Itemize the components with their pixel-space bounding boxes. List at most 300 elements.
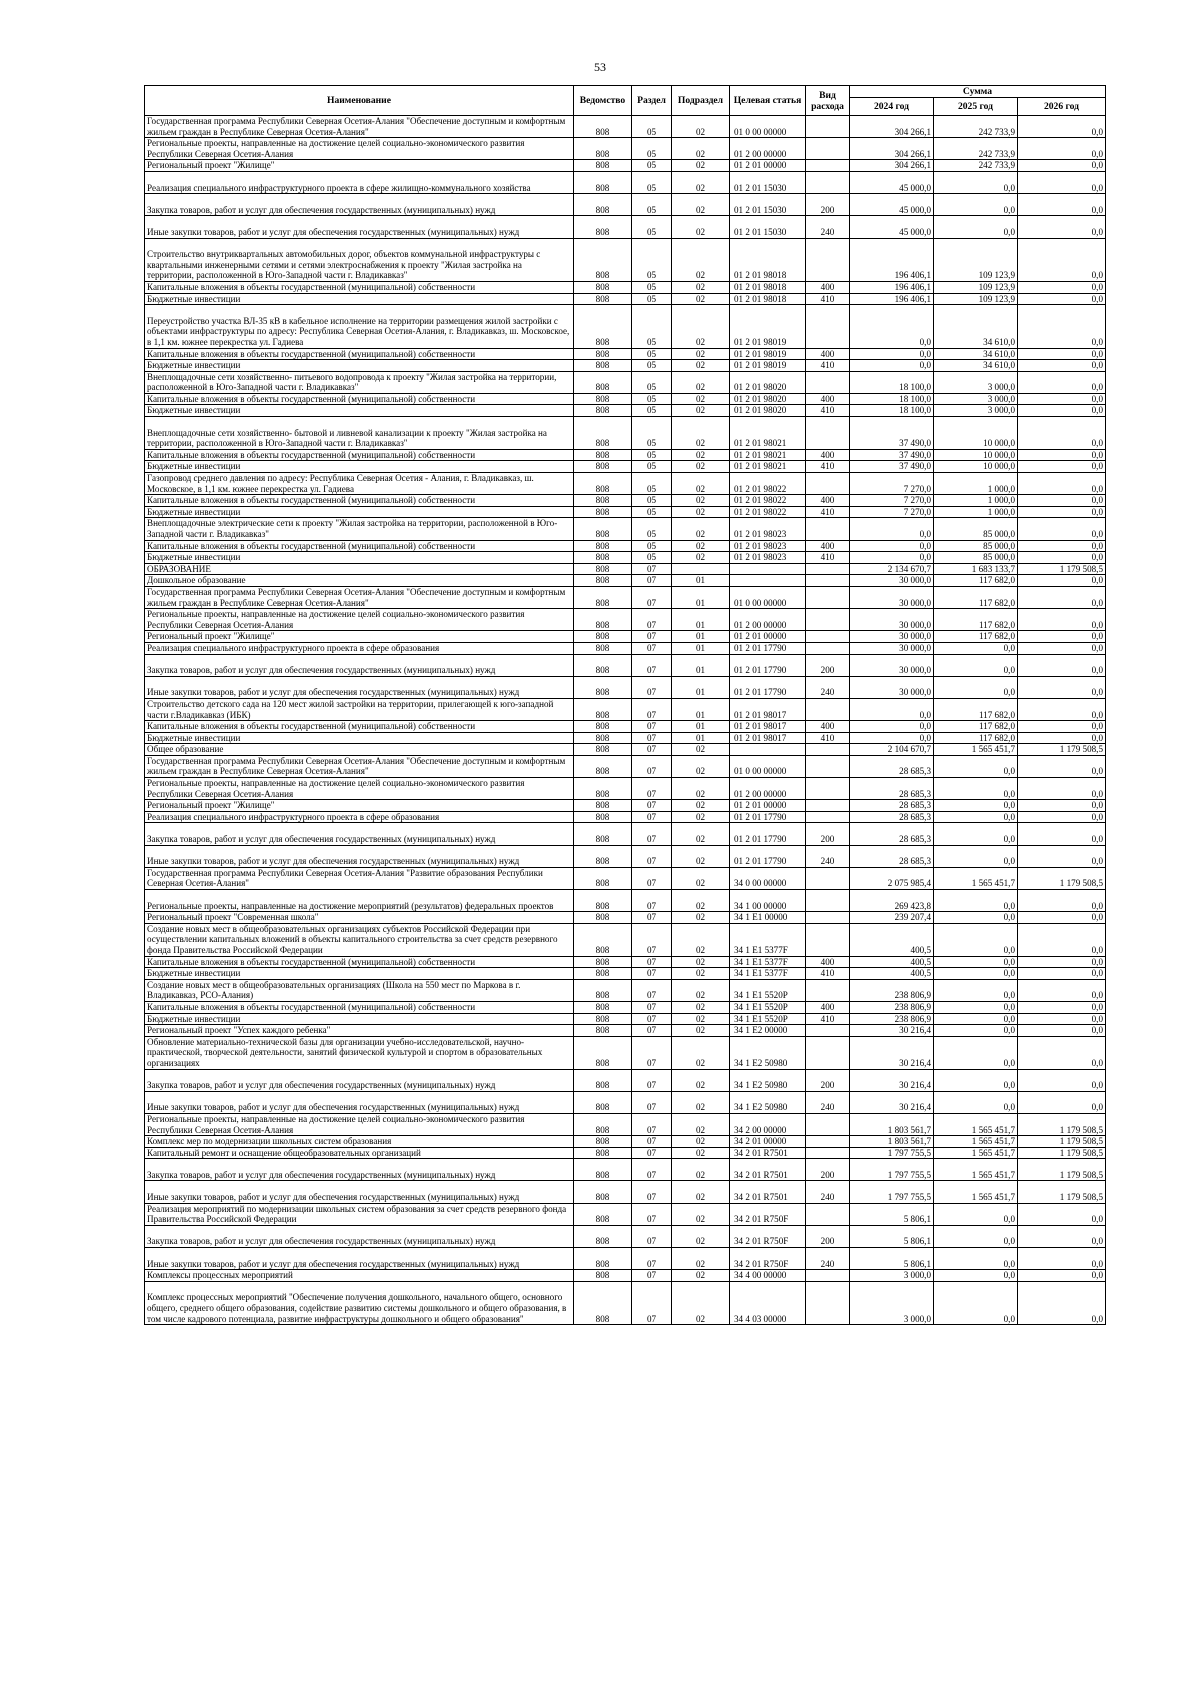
cell-vid-rashoda: [806, 1113, 850, 1135]
table-row: [145, 160, 1106, 172]
cell-sum-2024: 5 806,1: [850, 1225, 934, 1247]
table-row: [145, 811, 1106, 823]
cell-vedomstvo: 808: [574, 890, 632, 912]
table-row: [145, 923, 1106, 956]
cell-podrazdel: 02: [672, 744, 730, 756]
cell-vid-rashoda: [806, 417, 850, 450]
cell-sum-2026: 0,0: [1018, 800, 1106, 812]
cell-vid-rashoda: 400: [806, 721, 850, 733]
cell-name: Закупка товаров, работ и услуг для обеспечения государственных (муниципальных) нужд: [145, 654, 574, 676]
cell-vid-rashoda: 240: [806, 1248, 850, 1270]
table-row: [145, 461, 1106, 473]
cell-celevaya-statya: 01 2 01 98019: [730, 305, 806, 348]
cell-podrazdel: 02: [672, 1159, 730, 1181]
cell-celevaya-statya: 34 1 E1 5377F: [730, 968, 806, 980]
cell-name: Переустройство участка ВЛ-35 кВ в кабельное исполнение на территории размещения жилой застройки с объектами инфраструктуры по адресу: Республика Северная Осетия-Алания, г. Владикавказ, ш. Московское, в 1,1 км. южнее перекрестка ул. Гадиева: [145, 305, 574, 348]
cell-vid-rashoda: [806, 912, 850, 924]
cell-podrazdel: 02: [672, 171, 730, 193]
cell-sum-2025: 109 123,9: [934, 293, 1018, 305]
cell-sum-2024: 238 806,9: [850, 1013, 934, 1025]
cell-name: Закупка товаров, работ и услуг для обеспечения государственных (муниципальных) нужд: [145, 1225, 574, 1247]
cell-sum-2025: 0,0: [934, 1270, 1018, 1282]
table-row: [145, 1270, 1106, 1282]
cell-vedomstvo: 808: [574, 1113, 632, 1135]
cell-razdel: 07: [632, 575, 672, 587]
table-row: [145, 1069, 1106, 1091]
cell-razdel: 07: [632, 755, 672, 777]
cell-razdel: 07: [632, 800, 672, 812]
cell-name: Иные закупки товаров, работ и услуг для обеспечения государственных (муниципальных) нужд: [145, 1181, 574, 1203]
cell-podrazdel: 02: [672, 1001, 730, 1013]
cell-podrazdel: 02: [672, 1281, 730, 1324]
cell-vid-rashoda: [806, 867, 850, 889]
cell-razdel: 07: [632, 823, 672, 845]
cell-sum-2024: 0,0: [850, 540, 934, 552]
cell-celevaya-statya: 01 2 01 17790: [730, 845, 806, 867]
cell-vedomstvo: 808: [574, 867, 632, 889]
cell-sum-2025: 0,0: [934, 1025, 1018, 1037]
table-row: [145, 1181, 1106, 1203]
table-row: [145, 194, 1106, 216]
cell-podrazdel: 02: [672, 348, 730, 360]
cell-vedomstvo: 808: [574, 1069, 632, 1091]
cell-podrazdel: 02: [672, 1036, 730, 1069]
cell-sum-2024: 304 266,1: [850, 160, 934, 172]
cell-celevaya-statya: 34 4 00 00000: [730, 1270, 806, 1282]
cell-sum-2025: 1 565 451,7: [934, 1147, 1018, 1159]
cell-name: Государственная программа Республики Северная Осетия-Алания "Обеспечение доступным и комфортным жильем граждан в Республике Северная Осетия-Алания": [145, 116, 574, 138]
cell-vid-rashoda: 400: [806, 495, 850, 507]
cell-podrazdel: 01: [672, 631, 730, 643]
cell-sum-2024: 0,0: [850, 698, 934, 720]
cell-sum-2026: 0,0: [1018, 1281, 1106, 1324]
table-row: [145, 371, 1106, 393]
cell-vid-rashoda: [806, 800, 850, 812]
table-row: [145, 721, 1106, 733]
cell-vid-rashoda: [806, 138, 850, 160]
cell-podrazdel: 02: [672, 1147, 730, 1159]
cell-sum-2025: 10 000,0: [934, 461, 1018, 473]
header-celevaya-statya: Целевая статья: [730, 86, 806, 116]
cell-sum-2025: 0,0: [934, 968, 1018, 980]
table-row: [145, 518, 1106, 540]
table-row: [145, 293, 1106, 305]
cell-podrazdel: 02: [672, 923, 730, 956]
cell-sum-2024: 0,0: [850, 732, 934, 744]
table-row: [145, 575, 1106, 587]
cell-celevaya-statya: 34 1 E2 00000: [730, 1025, 806, 1037]
cell-sum-2025: 1 565 451,7: [934, 867, 1018, 889]
cell-vedomstvo: 808: [574, 449, 632, 461]
cell-sum-2024: 30 000,0: [850, 642, 934, 654]
cell-sum-2026: 0,0: [1018, 890, 1106, 912]
cell-name: Региональный проект "Жилище": [145, 631, 574, 643]
cell-name: Региональные проекты, направленные на достижение целей социально-экономического развития Республики Северная Осетия-Алания: [145, 778, 574, 800]
cell-razdel: 05: [632, 417, 672, 450]
cell-razdel: 07: [632, 956, 672, 968]
cell-name: Бюджетные инвестиции: [145, 552, 574, 564]
cell-sum-2025: 1 565 451,7: [934, 1136, 1018, 1148]
cell-name: Реализация специального инфраструктурного проекта в сфере образования: [145, 811, 574, 823]
cell-sum-2024: 0,0: [850, 360, 934, 372]
cell-sum-2024: 18 100,0: [850, 393, 934, 405]
cell-vedomstvo: 808: [574, 360, 632, 372]
cell-vid-rashoda: [806, 238, 850, 281]
cell-sum-2026: 0,0: [1018, 1069, 1106, 1091]
cell-razdel: 07: [632, 1203, 672, 1225]
cell-celevaya-statya: 34 1 E1 5520P: [730, 1013, 806, 1025]
cell-sum-2024: 28 685,3: [850, 755, 934, 777]
cell-sum-2024: 0,0: [850, 552, 934, 564]
cell-podrazdel: 02: [672, 1025, 730, 1037]
cell-sum-2026: 0,0: [1018, 238, 1106, 281]
cell-name: Бюджетные инвестиции: [145, 1013, 574, 1025]
cell-razdel: 07: [632, 778, 672, 800]
cell-podrazdel: 02: [672, 461, 730, 473]
table-header: [145, 86, 1106, 116]
cell-name: Бюджетные инвестиции: [145, 405, 574, 417]
cell-celevaya-statya: 01 2 01 17790: [730, 654, 806, 676]
cell-sum-2024: 0,0: [850, 305, 934, 348]
cell-sum-2024: 30 216,4: [850, 1069, 934, 1091]
table-row: [145, 1248, 1106, 1270]
cell-sum-2025: 0,0: [934, 890, 1018, 912]
cell-vedomstvo: 808: [574, 1091, 632, 1113]
cell-sum-2026: 0,0: [1018, 281, 1106, 293]
cell-vid-rashoda: [806, 563, 850, 575]
cell-vedomstvo: 808: [574, 1270, 632, 1282]
cell-sum-2024: 7 270,0: [850, 473, 934, 495]
cell-celevaya-statya: 01 2 01 98017: [730, 698, 806, 720]
cell-vedomstvo: 808: [574, 540, 632, 552]
cell-sum-2024: 28 685,3: [850, 845, 934, 867]
cell-celevaya-statya: 34 2 01 R750F: [730, 1248, 806, 1270]
cell-vedomstvo: 808: [574, 495, 632, 507]
cell-podrazdel: 02: [672, 1091, 730, 1113]
cell-sum-2025: 0,0: [934, 1069, 1018, 1091]
cell-sum-2025: 0,0: [934, 676, 1018, 698]
cell-podrazdel: 02: [672, 1113, 730, 1135]
cell-sum-2024: 45 000,0: [850, 171, 934, 193]
cell-podrazdel: 02: [672, 238, 730, 281]
cell-vid-rashoda: 200: [806, 1159, 850, 1181]
cell-sum-2024: 5 806,1: [850, 1248, 934, 1270]
cell-celevaya-statya: 34 1 E1 00000: [730, 912, 806, 924]
cell-celevaya-statya: 34 2 01 R7501: [730, 1159, 806, 1181]
cell-sum-2026: 0,0: [1018, 721, 1106, 733]
cell-sum-2024: 1 803 561,7: [850, 1113, 934, 1135]
cell-sum-2024: 400,5: [850, 956, 934, 968]
table-row: [145, 631, 1106, 643]
table-row: [145, 1147, 1106, 1159]
cell-sum-2026: 0,0: [1018, 360, 1106, 372]
table-row: [145, 473, 1106, 495]
cell-sum-2024: 239 207,4: [850, 912, 934, 924]
cell-celevaya-statya: 34 0 00 00000: [730, 867, 806, 889]
cell-sum-2025: 0,0: [934, 778, 1018, 800]
table-row: [145, 138, 1106, 160]
cell-name: Капитальные вложения в объекты государственной (муниципальной) собственности: [145, 348, 574, 360]
cell-vedomstvo: 808: [574, 1136, 632, 1148]
cell-celevaya-statya: 01 2 01 98017: [730, 732, 806, 744]
cell-sum-2025: 117 682,0: [934, 698, 1018, 720]
cell-razdel: 07: [632, 845, 672, 867]
cell-celevaya-statya: 34 2 01 R7501: [730, 1147, 806, 1159]
cell-name: Региональные проекты, направленные на достижение целей социально-экономического развития Республики Северная Осетия-Алания: [145, 1113, 574, 1135]
cell-sum-2024: 30 000,0: [850, 676, 934, 698]
cell-sum-2024: 304 266,1: [850, 116, 934, 138]
cell-sum-2024: 30 216,4: [850, 1025, 934, 1037]
cell-vid-rashoda: [806, 586, 850, 608]
cell-podrazdel: 01: [672, 642, 730, 654]
cell-vedomstvo: 808: [574, 348, 632, 360]
cell-celevaya-statya: 01 2 01 98022: [730, 506, 806, 518]
cell-razdel: 07: [632, 867, 672, 889]
cell-vid-rashoda: [806, 575, 850, 587]
cell-sum-2025: 109 123,9: [934, 238, 1018, 281]
cell-sum-2026: 0,0: [1018, 393, 1106, 405]
cell-celevaya-statya: 01 2 01 98018: [730, 238, 806, 281]
cell-name: Газопровод среднего давления по адресу: Республика Северная Осетия - Алания, г. Владикавказ, ш. Московское, в 1,1 км. южнее перекрестка ул. Гадиева: [145, 473, 574, 495]
cell-razdel: 05: [632, 293, 672, 305]
cell-sum-2025: 0,0: [934, 1248, 1018, 1270]
cell-sum-2026: 0,0: [1018, 116, 1106, 138]
cell-sum-2025: 0,0: [934, 956, 1018, 968]
cell-vedomstvo: 808: [574, 171, 632, 193]
cell-vedomstvo: 808: [574, 1159, 632, 1181]
cell-celevaya-statya: 34 1 E2 50980: [730, 1036, 806, 1069]
cell-name: Внеплощадочные сети хозяйственно- питьевого водопровода к проекту "Жилая застройка на территории, расположенной в Юго-Западной части г. Владикавказ": [145, 371, 574, 393]
cell-vedomstvo: 808: [574, 417, 632, 450]
cell-vid-rashoda: [806, 305, 850, 348]
cell-sum-2024: 0,0: [850, 721, 934, 733]
cell-celevaya-statya: 01 2 01 98019: [730, 348, 806, 360]
cell-sum-2025: 117 682,0: [934, 586, 1018, 608]
cell-razdel: 07: [632, 1159, 672, 1181]
cell-podrazdel: 02: [672, 495, 730, 507]
header-vedomstvo: Ведомство: [574, 86, 632, 116]
cell-vedomstvo: 808: [574, 116, 632, 138]
cell-vedomstvo: 808: [574, 305, 632, 348]
cell-razdel: 07: [632, 968, 672, 980]
cell-name: Бюджетные инвестиции: [145, 732, 574, 744]
cell-celevaya-statya: 01 0 00 00000: [730, 755, 806, 777]
cell-celevaya-statya: 34 1 00 00000: [730, 890, 806, 912]
cell-sum-2025: 0,0: [934, 1036, 1018, 1069]
cell-vid-rashoda: [806, 778, 850, 800]
table-row: [145, 956, 1106, 968]
cell-razdel: 07: [632, 676, 672, 698]
cell-sum-2026: 0,0: [1018, 552, 1106, 564]
cell-vedomstvo: 808: [574, 1147, 632, 1159]
cell-sum-2024: 18 100,0: [850, 405, 934, 417]
cell-celevaya-statya: 34 1 E1 5520P: [730, 1001, 806, 1013]
cell-sum-2025: 1 565 451,7: [934, 1159, 1018, 1181]
cell-podrazdel: 02: [672, 1248, 730, 1270]
cell-razdel: 07: [632, 631, 672, 643]
cell-razdel: 05: [632, 138, 672, 160]
cell-podrazdel: 02: [672, 1203, 730, 1225]
table-row: [145, 1091, 1106, 1113]
cell-name: Капитальные вложения в объекты государственной (муниципальной) собственности: [145, 721, 574, 733]
cell-sum-2025: 242 733,9: [934, 160, 1018, 172]
cell-podrazdel: 02: [672, 823, 730, 845]
cell-podrazdel: 02: [672, 540, 730, 552]
cell-name: ОБРАЗОВАНИЕ: [145, 563, 574, 575]
cell-sum-2025: 0,0: [934, 1225, 1018, 1247]
cell-sum-2024: 238 806,9: [850, 1001, 934, 1013]
cell-vedomstvo: 808: [574, 845, 632, 867]
cell-sum-2024: 3 000,0: [850, 1270, 934, 1282]
cell-vid-rashoda: [806, 171, 850, 193]
page-number: 53: [594, 60, 606, 74]
cell-razdel: 07: [632, 1113, 672, 1135]
cell-vedomstvo: 808: [574, 194, 632, 216]
cell-celevaya-statya: 01 2 01 15030: [730, 171, 806, 193]
cell-vid-rashoda: [806, 473, 850, 495]
cell-vedomstvo: 808: [574, 1281, 632, 1324]
cell-celevaya-statya: 01 2 01 98018: [730, 293, 806, 305]
table-row: [145, 845, 1106, 867]
table-row: [145, 171, 1106, 193]
cell-celevaya-statya: 01 2 01 15030: [730, 194, 806, 216]
cell-vid-rashoda: 400: [806, 348, 850, 360]
cell-name: Региональный проект "Успех каждого ребенка": [145, 1025, 574, 1037]
table-row: [145, 116, 1106, 138]
cell-razdel: 07: [632, 1136, 672, 1148]
cell-name: Региональный проект "Жилище": [145, 800, 574, 812]
cell-sum-2025: 0,0: [934, 823, 1018, 845]
cell-vid-rashoda: [806, 979, 850, 1001]
cell-vedomstvo: 808: [574, 755, 632, 777]
cell-sum-2026: 1 179 508,5: [1018, 867, 1106, 889]
cell-sum-2025: 1 565 451,7: [934, 1113, 1018, 1135]
cell-vid-rashoda: [806, 1147, 850, 1159]
cell-razdel: 07: [632, 1147, 672, 1159]
cell-razdel: 07: [632, 1025, 672, 1037]
cell-celevaya-statya: 01 2 01 98020: [730, 405, 806, 417]
cell-name: Внеплощадочные сети хозяйственно- бытовой и ливневой канализации к проекту "Жилая застройка на территории, расположенной в Юго-Западной части г. Владикавказ": [145, 417, 574, 450]
cell-podrazdel: 02: [672, 778, 730, 800]
table-row: [145, 732, 1106, 744]
cell-podrazdel: 02: [672, 116, 730, 138]
cell-vid-rashoda: 200: [806, 654, 850, 676]
cell-podrazdel: 02: [672, 393, 730, 405]
cell-razdel: 05: [632, 160, 672, 172]
cell-sum-2025: 0,0: [934, 171, 1018, 193]
cell-celevaya-statya: 01 2 01 17790: [730, 676, 806, 698]
cell-sum-2025: 0,0: [934, 654, 1018, 676]
cell-vedomstvo: 808: [574, 698, 632, 720]
cell-sum-2025: 0,0: [934, 845, 1018, 867]
cell-name: Комплекс мер по модернизации школьных систем образования: [145, 1136, 574, 1148]
cell-celevaya-statya: 01 2 01 98018: [730, 281, 806, 293]
cell-sum-2025: 0,0: [934, 1013, 1018, 1025]
cell-name: Региональный проект "Современная школа": [145, 912, 574, 924]
cell-vid-rashoda: [806, 116, 850, 138]
cell-sum-2025: 3 000,0: [934, 371, 1018, 393]
cell-vedomstvo: 808: [574, 732, 632, 744]
cell-razdel: 05: [632, 495, 672, 507]
cell-celevaya-statya: 34 2 01 R7501: [730, 1181, 806, 1203]
cell-sum-2026: 0,0: [1018, 518, 1106, 540]
cell-vid-rashoda: 240: [806, 216, 850, 238]
cell-razdel: 05: [632, 393, 672, 405]
cell-vedomstvo: 808: [574, 238, 632, 281]
header-2024: 2024 год: [850, 98, 934, 116]
table-row: [145, 1225, 1106, 1247]
cell-sum-2024: 28 685,3: [850, 778, 934, 800]
cell-podrazdel: 02: [672, 811, 730, 823]
table-row: [145, 1136, 1106, 1148]
cell-vedomstvo: 808: [574, 744, 632, 756]
cell-vedomstvo: 808: [574, 506, 632, 518]
cell-name: Капитальные вложения в объекты государственной (муниципальной) собственности: [145, 956, 574, 968]
cell-podrazdel: 02: [672, 449, 730, 461]
table-row: [145, 1036, 1106, 1069]
cell-celevaya-statya: 01 0 00 00000: [730, 586, 806, 608]
cell-vedomstvo: 808: [574, 405, 632, 417]
cell-podrazdel: 02: [672, 800, 730, 812]
cell-name: Бюджетные инвестиции: [145, 461, 574, 473]
cell-name: Обновление материально-технической базы для организации учебно-исследовательской, научно-практической, творческой деятельности, занятий физической культурой и спортом в образовательных организациях: [145, 1036, 574, 1069]
cell-sum-2026: 0,0: [1018, 586, 1106, 608]
cell-name: Иные закупки товаров, работ и услуг для обеспечения государственных (муниципальных) нужд: [145, 845, 574, 867]
cell-podrazdel: 02: [672, 1069, 730, 1091]
cell-sum-2024: 1 797 755,5: [850, 1147, 934, 1159]
cell-razdel: 07: [632, 609, 672, 631]
cell-vedomstvo: 808: [574, 642, 632, 654]
cell-vid-rashoda: [806, 923, 850, 956]
cell-podrazdel: 02: [672, 216, 730, 238]
cell-name: Иные закупки товаров, работ и услуг для обеспечения государственных (муниципальных) нужд: [145, 1248, 574, 1270]
cell-sum-2024: 37 490,0: [850, 461, 934, 473]
cell-sum-2026: 0,0: [1018, 1203, 1106, 1225]
cell-podrazdel: 02: [672, 473, 730, 495]
cell-celevaya-statya: 01 2 00 00000: [730, 138, 806, 160]
cell-razdel: 07: [632, 563, 672, 575]
cell-sum-2026: 0,0: [1018, 698, 1106, 720]
cell-sum-2026: 0,0: [1018, 1270, 1106, 1282]
cell-celevaya-statya: [730, 575, 806, 587]
cell-sum-2025: 117 682,0: [934, 631, 1018, 643]
cell-celevaya-statya: 01 2 01 98023: [730, 518, 806, 540]
cell-celevaya-statya: 01 2 01 98023: [730, 552, 806, 564]
cell-sum-2026: 0,0: [1018, 575, 1106, 587]
cell-podrazdel: 01: [672, 698, 730, 720]
cell-podrazdel: 02: [672, 867, 730, 889]
cell-vid-rashoda: 240: [806, 1091, 850, 1113]
table-row: [145, 405, 1106, 417]
cell-name: Дошкольное образование: [145, 575, 574, 587]
cell-sum-2024: 30 000,0: [850, 609, 934, 631]
cell-vid-rashoda: [806, 698, 850, 720]
cell-podrazdel: 01: [672, 575, 730, 587]
cell-vedomstvo: 808: [574, 1025, 632, 1037]
cell-sum-2025: 0,0: [934, 800, 1018, 812]
cell-name: Иные закупки товаров, работ и услуг для обеспечения государственных (муниципальных) нужд: [145, 1091, 574, 1113]
cell-podrazdel: 02: [672, 755, 730, 777]
cell-razdel: 07: [632, 732, 672, 744]
cell-sum-2025: 1 000,0: [934, 495, 1018, 507]
cell-name: Строительство детского сада на 120 мест жилой застройки на территории, прилегающей к юго-западной части г.Владикавказ (ИБК): [145, 698, 574, 720]
cell-vid-rashoda: 200: [806, 1069, 850, 1091]
cell-podrazdel: 02: [672, 890, 730, 912]
cell-sum-2026: 1 179 508,5: [1018, 744, 1106, 756]
cell-celevaya-statya: 01 2 01 00000: [730, 160, 806, 172]
cell-razdel: 05: [632, 449, 672, 461]
cell-sum-2026: 0,0: [1018, 461, 1106, 473]
